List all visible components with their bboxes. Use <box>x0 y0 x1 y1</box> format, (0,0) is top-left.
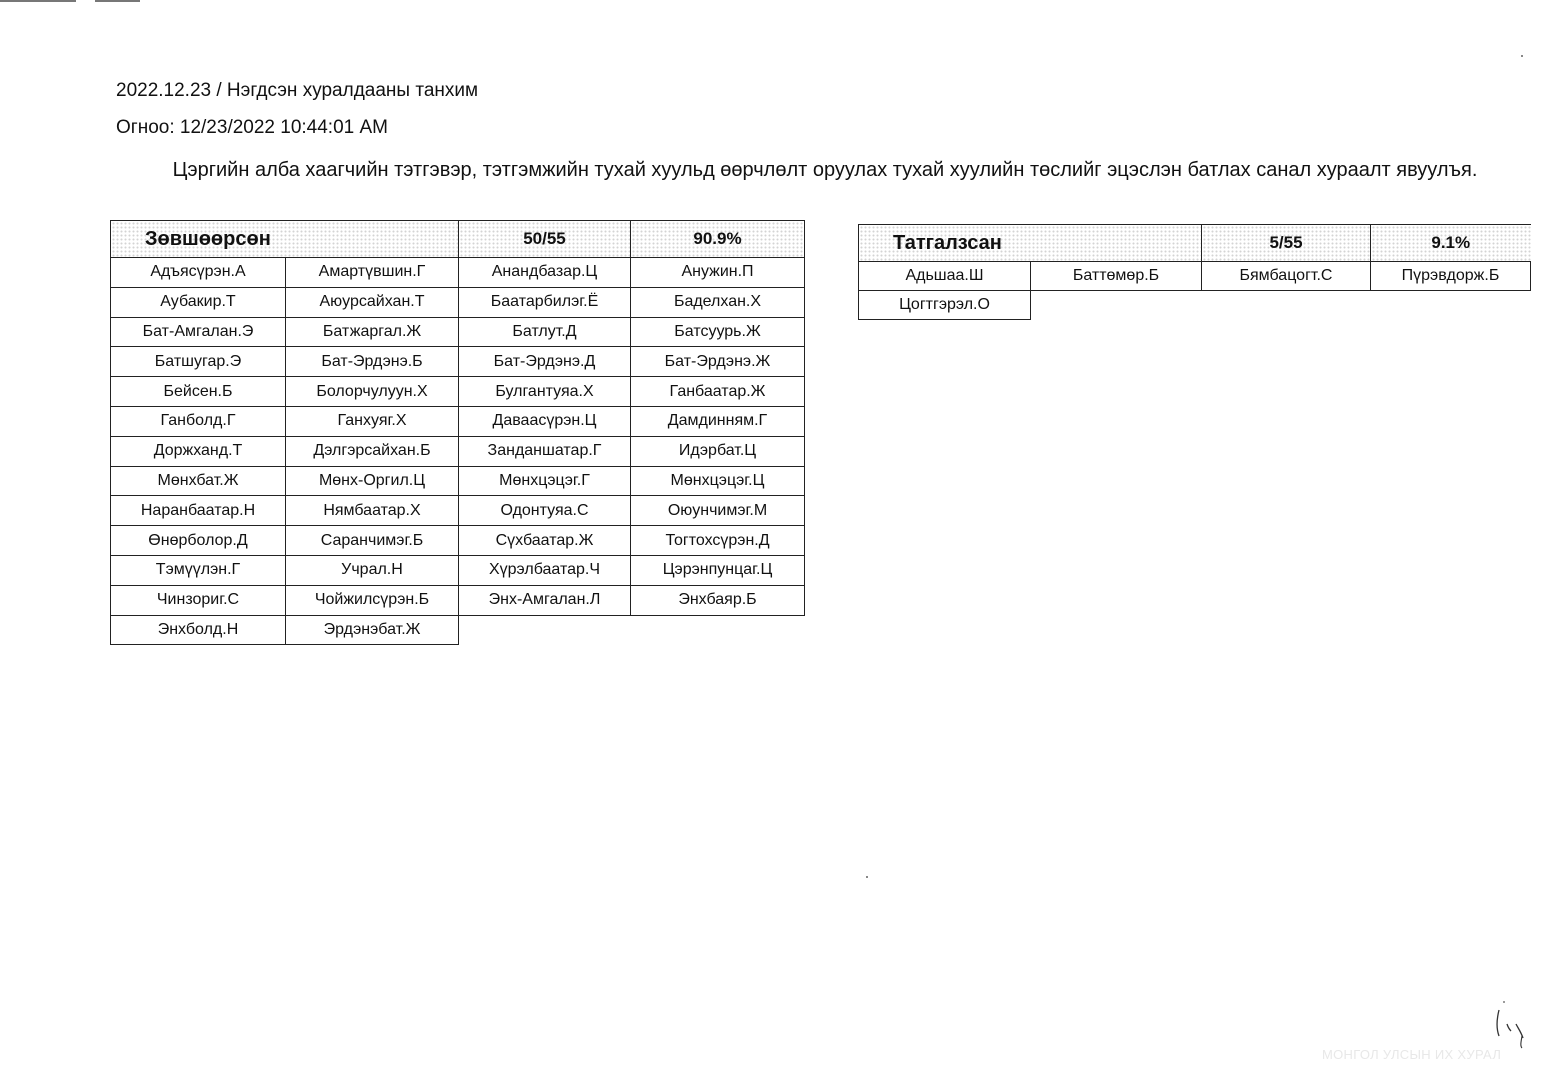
scan-edge-mark <box>0 0 76 2</box>
approved-member-name: Мөнхцэцэг.Ц <box>631 466 805 496</box>
rejected-member-name: Баттөмөр.Б <box>1031 262 1202 291</box>
approved-member-name: Бат-Эрдэнэ.Ж <box>631 347 805 377</box>
approved-member-name: Булгантуяа.Х <box>459 377 631 407</box>
approved-row <box>111 585 805 615</box>
empty-cell <box>1371 291 1531 320</box>
scan-edge-mark <box>95 0 140 2</box>
approved-member-name: Ганхуяг.Х <box>286 406 459 436</box>
approved-row <box>111 496 805 526</box>
approved-member-name: Энх-Амгалан.Л <box>459 585 631 615</box>
rejected-row <box>859 262 1531 291</box>
approved-member-name: Өнөрболор.Д <box>111 526 286 556</box>
approved-member-name: Батшугар.Э <box>111 347 286 377</box>
approved-row <box>111 615 805 645</box>
rejected-percent: 9.1% <box>1371 225 1531 262</box>
approved-member-name: Болорчулуун.Х <box>286 377 459 407</box>
approved-member-name: Бат-Эрдэнэ.Д <box>459 347 631 377</box>
approved-member-name: Сүхбаатар.Ж <box>459 526 631 556</box>
rejected-member-name: Пүрэвдорж.Б <box>1371 262 1531 291</box>
approved-member-name: Нямбаатар.Х <box>286 496 459 526</box>
rejected-member-name: Цогтгэрэл.О <box>859 291 1031 320</box>
approved-member-name: Баделхан.Х <box>631 287 805 317</box>
approved-member-name: Баатарбилэг.Ё <box>459 287 631 317</box>
empty-cell <box>1031 291 1202 320</box>
rejected-row <box>859 291 1531 320</box>
approved-member-name: Аюурсайхан.Т <box>286 287 459 317</box>
approved-member-name: Одонтуяа.С <box>459 496 631 526</box>
watermark-text: МОНГОЛ УЛСЫН ИХ ХУРАЛ <box>1322 1047 1502 1062</box>
rejected-label: Татгалзсан <box>859 225 1202 262</box>
vote-date: Огноо: 12/23/2022 10:44:01 AM <box>116 117 389 138</box>
approved-row <box>111 258 805 288</box>
approved-member-name: Аубакир.Т <box>111 287 286 317</box>
approved-member-name: Мөнхцэцэг.Г <box>459 466 631 496</box>
scan-dust <box>866 876 868 878</box>
approved-member-name: Адъясүрэн.А <box>111 258 286 288</box>
session-info: 2022.12.23 / Нэгдсэн хуралдааны танхим <box>116 80 479 101</box>
rejected-member-name: Адьшаа.Ш <box>859 262 1031 291</box>
approved-row <box>111 406 805 436</box>
rejected-count: 5/55 <box>1202 225 1371 262</box>
scan-dust <box>1521 55 1523 57</box>
approved-member-name: Даваасүрэн.Ц <box>459 406 631 436</box>
approved-vote-table <box>110 220 805 645</box>
approved-header-row <box>111 221 805 258</box>
approved-member-name: Тэмүүлэн.Г <box>111 555 286 585</box>
approved-member-name: Эрдэнэбат.Ж <box>286 615 459 645</box>
approved-member-name: Анандбазар.Ц <box>459 258 631 288</box>
approved-member-name: Оюунчимэг.М <box>631 496 805 526</box>
rejected-vote-table <box>858 224 1531 320</box>
approved-row <box>111 317 805 347</box>
approved-member-name: Хүрэлбаатар.Ч <box>459 555 631 585</box>
approved-percent: 90.9% <box>631 221 805 258</box>
motion-title: Цэргийн алба хаагчийн тэтгэвэр, тэтгэмжийн тухай хуульд өөрчлөлт оруулах тухай хуулийн төслийг эцэслэн батлах санал хураалт явуулъя. <box>172 159 1478 181</box>
approved-row <box>111 287 805 317</box>
approved-member-name: Амартүвшин.Г <box>286 258 459 288</box>
approved-member-name: Идэрбат.Ц <box>631 436 805 466</box>
approved-count: 50/55 <box>459 221 631 258</box>
approved-member-name: Ганбаатар.Ж <box>631 377 805 407</box>
approved-row <box>111 436 805 466</box>
approved-member-name: Доржханд.Т <box>111 436 286 466</box>
approved-member-name: Мөнхбат.Ж <box>111 466 286 496</box>
approved-member-name: Бейсен.Б <box>111 377 286 407</box>
approved-member-name: Энхболд.Н <box>111 615 286 645</box>
approved-member-name: Чинзориг.С <box>111 585 286 615</box>
approved-row <box>111 466 805 496</box>
approved-member-name: Дамдинням.Г <box>631 406 805 436</box>
rejected-member-name: Бямбацогт.С <box>1202 262 1371 291</box>
approved-row <box>111 347 805 377</box>
approved-member-name: Мөнх-Оргил.Ц <box>286 466 459 496</box>
approved-member-name: Батлут.Д <box>459 317 631 347</box>
approved-member-name: Занданшатар.Г <box>459 436 631 466</box>
approved-member-name: Анужин.П <box>631 258 805 288</box>
approved-row <box>111 377 805 407</box>
approved-label: Зөвшөөрсөн <box>111 221 459 258</box>
approved-member-name: Чойжилсүрэн.Б <box>286 585 459 615</box>
approved-member-name: Батсуурь.Ж <box>631 317 805 347</box>
approved-member-name: Тогтохсүрэн.Д <box>631 526 805 556</box>
approved-member-name: Бат-Амгалан.Э <box>111 317 286 347</box>
approved-member-name: Саранчимэг.Б <box>286 526 459 556</box>
approved-member-name: Цэрэнпунцаг.Ц <box>631 555 805 585</box>
empty-cell <box>1202 291 1371 320</box>
approved-member-name: Бат-Эрдэнэ.Б <box>286 347 459 377</box>
empty-cell <box>459 615 631 645</box>
rejected-header-row <box>859 225 1531 262</box>
approved-member-name: Учрал.Н <box>286 555 459 585</box>
signature-mark <box>1490 998 1534 1050</box>
approved-member-name: Батжаргал.Ж <box>286 317 459 347</box>
approved-member-name: Наранбаатар.Н <box>111 496 286 526</box>
approved-row <box>111 526 805 556</box>
approved-member-name: Дэлгэрсайхан.Б <box>286 436 459 466</box>
empty-cell <box>631 615 805 645</box>
approved-member-name: Ганболд.Г <box>111 406 286 436</box>
approved-member-name: Энхбаяр.Б <box>631 585 805 615</box>
approved-row <box>111 555 805 585</box>
